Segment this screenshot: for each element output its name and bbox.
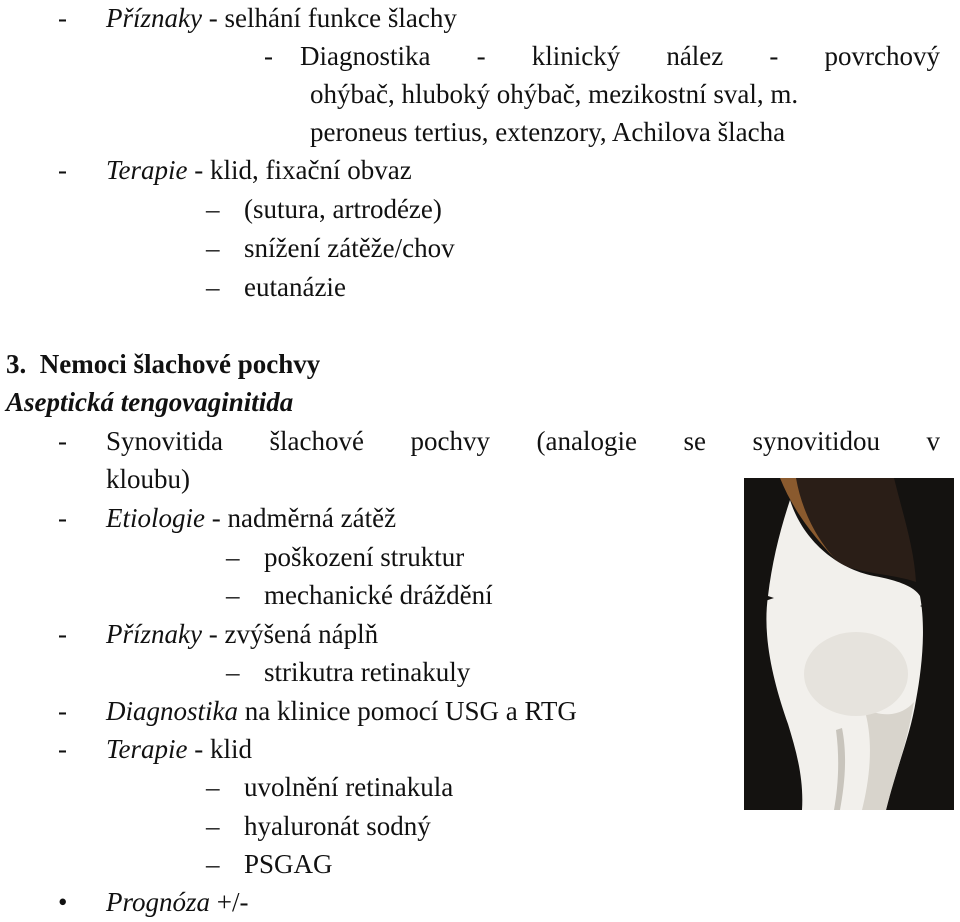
dash-terapie-a-1: – bbox=[206, 194, 220, 224]
horse-leg-illustration bbox=[744, 478, 954, 810]
dash-terapie-b-1: – bbox=[206, 772, 220, 802]
line-terapie-a bbox=[106, 152, 412, 188]
dash-etiologie-1: – bbox=[226, 542, 240, 572]
line-priznaky-a-text bbox=[106, 0, 457, 36]
text-etiologie-1: poškození struktur bbox=[264, 542, 465, 572]
line-terapie-b bbox=[106, 731, 252, 767]
text-etiologie-2: mechanické dráždění bbox=[264, 580, 493, 610]
line-priznaky-b bbox=[106, 616, 378, 652]
dash-terapie-b-2: – bbox=[206, 811, 220, 841]
text-diagnostika-a-cont2: peroneus tertius, extenzory, Achilova šlacha bbox=[310, 117, 786, 147]
line-prognoza bbox=[106, 884, 249, 920]
text-terapie-a-2: snížení zátěže/chov bbox=[244, 233, 455, 263]
text-terapie-b-1: uvolnění retinakula bbox=[244, 772, 454, 802]
line-priznaky-a bbox=[58, 0, 67, 36]
text-terapie-b-2: hyaluronát sodný bbox=[244, 811, 431, 841]
line-etiologie bbox=[106, 500, 396, 536]
dash-terapie-a-2: – bbox=[206, 233, 220, 263]
label-priznaky: Příznaky bbox=[106, 3, 202, 33]
text-diagnostika-a-cont1: ohýbač, hluboký ohýbač, mezikostní sval, m. bbox=[310, 79, 799, 109]
line-diagnostika-b bbox=[106, 693, 577, 729]
text-terapie-a-3: eutanázie bbox=[244, 272, 346, 302]
section-subheading: Aseptická tengovaginitida bbox=[6, 387, 294, 417]
dash-priznaky-b-1: – bbox=[226, 657, 240, 687]
label-diagnostika-b: Diagnostika bbox=[106, 696, 238, 726]
text-etiologie: - nadměrná zátěž bbox=[204, 503, 397, 533]
text-priznaky-b-1: strikutra retinakuly bbox=[264, 657, 471, 687]
bullet-terapie-a: - bbox=[58, 155, 67, 185]
text-terapie-a-1: (sutura, artrodéze) bbox=[244, 194, 442, 224]
horse-leg-photo bbox=[744, 478, 954, 810]
section-heading: 3. Nemoci šlachové pochvy bbox=[6, 349, 321, 379]
bullet-prognoza: • bbox=[58, 887, 68, 917]
label-etiologie: Etiologie bbox=[106, 503, 205, 533]
label-terapie: Terapie bbox=[106, 155, 188, 185]
text-priznaky: - selhání funkce šlachy bbox=[201, 3, 457, 33]
dash-etiologie-2: – bbox=[226, 580, 240, 610]
text-diagnostika-b: na klinice pomocí USG a RTG bbox=[238, 696, 577, 726]
label-priznaky-b: Příznaky bbox=[106, 619, 202, 649]
bullet-diagnostika-b: - bbox=[58, 696, 67, 726]
bullet-etiologie: - bbox=[58, 503, 67, 533]
dash-terapie-b-3: – bbox=[206, 849, 220, 879]
bullet-diagnostika-a: - bbox=[264, 41, 273, 71]
text-terapie: - klid, fixační obvaz bbox=[187, 155, 412, 185]
text-priznaky-b: - zvýšená náplň bbox=[201, 619, 379, 649]
text-synovitida: Synovitida šlachové pochvy (analogie se synovitidou v bbox=[106, 426, 940, 456]
text-terapie-b-3: PSGAG bbox=[244, 849, 333, 879]
bullet: - bbox=[58, 3, 67, 33]
bullet-priznaky-b: - bbox=[58, 619, 67, 649]
text-terapie-b: - klid bbox=[187, 734, 253, 764]
text-diagnostika-a: Diagnostika - klinický nález - povrchový bbox=[300, 41, 940, 71]
text-prognoza: +/- bbox=[210, 887, 249, 917]
bullet-terapie-b: - bbox=[58, 734, 67, 764]
bullet-synovitida: - bbox=[58, 426, 67, 456]
hock-bulge bbox=[804, 632, 908, 716]
label-terapie-b: Terapie bbox=[106, 734, 188, 764]
label-prognoza: Prognóza bbox=[106, 887, 211, 917]
dash-terapie-a-3: – bbox=[206, 272, 220, 302]
text-synovitida-cont: kloubu) bbox=[106, 464, 190, 494]
